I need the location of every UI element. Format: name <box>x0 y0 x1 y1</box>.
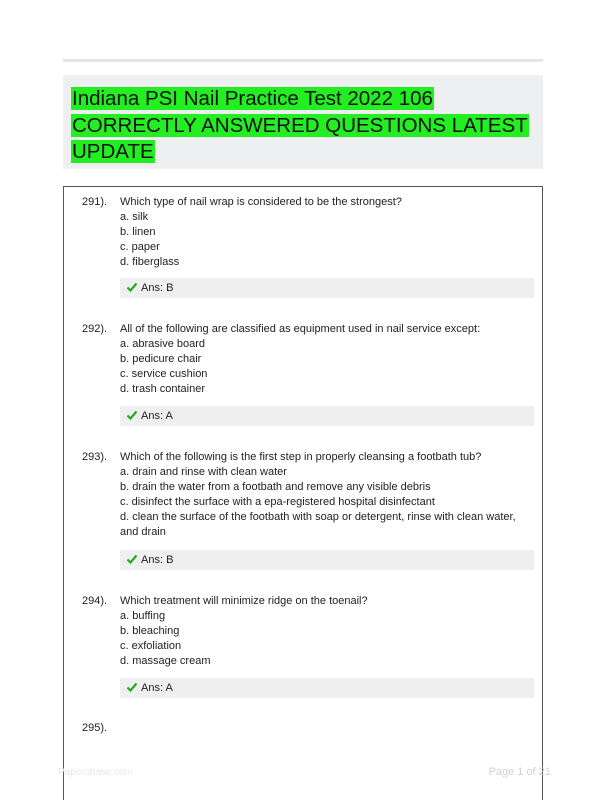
question-body <box>120 450 534 540</box>
title-banner <box>63 75 543 169</box>
document-title <box>71 86 535 166</box>
answer-option: c. disinfect the surface with a epa-registered hospital disinfectant <box>120 496 435 508</box>
question-body <box>120 195 534 270</box>
answer-option: b. pedicure chair <box>120 353 202 365</box>
question-body <box>120 594 534 669</box>
answer-label: Ans: A <box>141 682 173 694</box>
question-number: 295). <box>82 722 108 734</box>
answer-option: d. massage cream <box>120 655 211 667</box>
document-title-text: Indiana PSI Nail Practice Test 2022 106 CORRECTLY ANSWERED QUESTIONS LATEST UPDATE <box>72 87 528 163</box>
answer-option: a. buffing <box>120 610 166 622</box>
answer-bar <box>120 406 534 426</box>
answer-option: b. linen <box>120 226 156 238</box>
page-indicator: Page 1 of 21 <box>488 766 551 778</box>
checkmark-icon <box>126 681 138 693</box>
question-stem: Which of the following is the first step in properly cleansing a footbath tub? <box>120 451 482 463</box>
checkmark-icon <box>126 281 138 293</box>
answer-option: b. drain the water from a footbath and remove any visible debris <box>120 481 431 493</box>
question-number: 294). <box>82 595 108 607</box>
answer-bar <box>120 678 534 698</box>
question-number: 293). <box>82 451 108 463</box>
question-stem: All of the following are classified as equipment used in nail service except: <box>120 323 481 335</box>
question-number: 292). <box>82 323 108 335</box>
question-stem: Which treatment will minimize ridge on the toenail? <box>120 595 368 607</box>
question-number: 291). <box>82 196 108 208</box>
answer-option: a. abrasive board <box>120 338 205 350</box>
answer-option: c. paper <box>120 241 160 253</box>
answer-label: Ans: B <box>141 282 174 294</box>
answer-option: d. fiberglass <box>120 256 180 268</box>
answer-label: Ans: A <box>141 410 173 422</box>
answer-option: d. clean the surface of the footbath with soap or detergent, rinse with clean water, and drain <box>120 511 516 538</box>
watermark-text: Papersbase.com <box>58 767 134 778</box>
checkmark-icon <box>126 409 138 421</box>
answer-option: b. bleaching <box>120 625 180 637</box>
answer-bar <box>120 278 534 298</box>
question-body <box>120 322 534 397</box>
checkmark-icon <box>126 553 138 565</box>
answer-option: d. trash container <box>120 383 205 395</box>
answer-option: a. drain and rinse with clean water <box>120 466 287 478</box>
answer-bar <box>120 550 534 570</box>
top-divider <box>63 59 543 62</box>
question-panel <box>63 186 543 800</box>
answer-option: c. service cushion <box>120 368 208 380</box>
question-stem: Which type of nail wrap is considered to be the strongest? <box>120 196 402 208</box>
answer-option: a. silk <box>120 211 149 223</box>
answer-option: c. exfoliation <box>120 640 182 652</box>
answer-label: Ans: B <box>141 554 174 566</box>
